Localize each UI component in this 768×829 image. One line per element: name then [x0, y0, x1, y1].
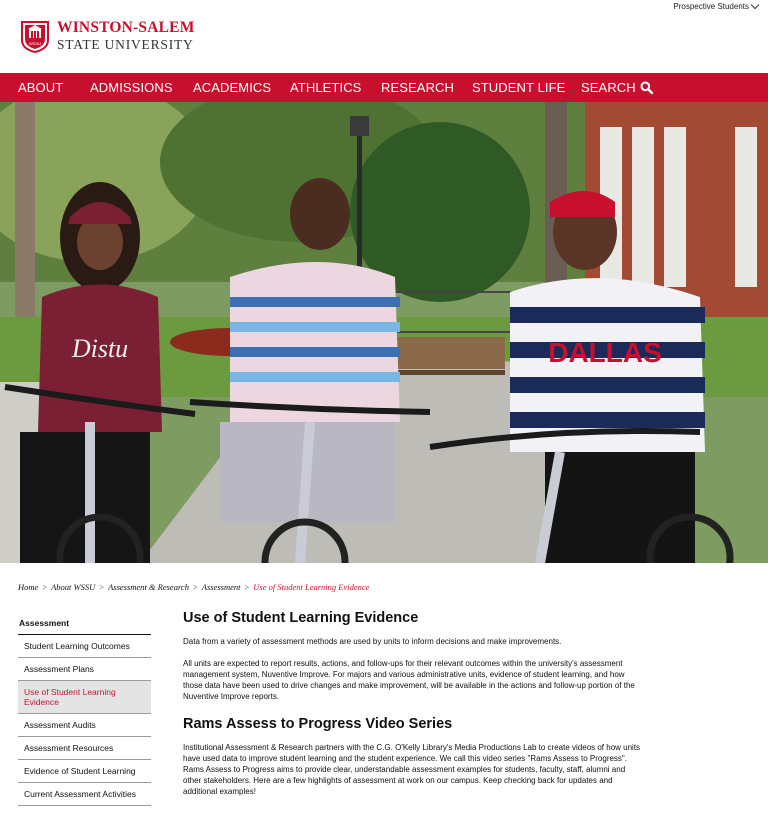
nav-admissions[interactable]: ADMISSIONS [90, 80, 173, 95]
hero-shirt-right-text: DALLAS [548, 337, 662, 368]
prospective-students-label: Prospective Students [673, 2, 749, 11]
logo-line-1: WINSTON-SALEM [57, 19, 195, 36]
sidebar-heading[interactable]: Assessment [18, 612, 151, 635]
breadcrumb-current: Use of Student Learning Evidence [253, 582, 370, 592]
breadcrumb-separator: > [99, 582, 105, 592]
nav-search[interactable] [581, 80, 653, 95]
main-content [183, 610, 643, 808]
hero-image [0, 102, 768, 563]
intro-paragraph: Data from a variety of assessment methods are used by units to inform decisions and make improvements. [183, 637, 562, 646]
university-seal-icon [20, 20, 50, 53]
breadcrumb-separator: > [192, 582, 198, 592]
sidebar-item-assessment-resources[interactable]: Assessment Resources [18, 737, 151, 760]
breadcrumb [18, 582, 369, 592]
hero-shirt-left-text: Distu [71, 334, 129, 363]
nav-research[interactable]: RESEARCH [381, 80, 455, 95]
search-label: SEARCH [581, 80, 636, 95]
breadcrumb-separator: > [42, 582, 48, 592]
reporting-paragraph: All units are expected to report results, actions, and follow-ups for their relevant outcomes within the university's assessment management system, Nuventive Improve. For majors and various administrative units, evidence of student learning, and how those data have been used to drive changes and make improvement, will be available in the actions and follow-up portion of the Nuventive Improve reports. [183, 659, 635, 701]
sidebar-item-assessment-plans[interactable]: Assessment Plans [18, 658, 151, 681]
breadcrumb-assessment-research[interactable]: Assessment & Research [108, 582, 189, 592]
page-title: Use of Student Learning Evidence [183, 610, 419, 626]
sidebar-item-student-learning-outcomes[interactable]: Student Learning Outcomes [18, 635, 151, 658]
nav-athletics[interactable]: ATHLETICS [290, 80, 362, 95]
nav-student-life[interactable]: STUDENT LIFE [472, 80, 566, 95]
section-title: Rams Assess to Progress Video Series [183, 716, 453, 732]
logo-line-2: STATE UNIVERSITY [57, 36, 194, 52]
prospective-students-link[interactable] [673, 2, 758, 11]
video-series-paragraph: Institutional Assessment & Research partners with the C.G. O'Kelly Library's Media Productions Lab to create videos of how units have used data to improve student learning and the student experience. We call this video series "Rams Assess to Progress". Rams Assess to Progress aims to provide clear, understandable assessment examples for students, faculty, staff, alumni and other stakeholders. Here are a few highlights of assessment at work on our campus. Keep checking back for updates and additional examples! [183, 743, 641, 796]
breadcrumb-assessment[interactable]: Assessment [201, 582, 241, 592]
chevron-down-icon [751, 1, 759, 9]
breadcrumb-separator: > [244, 582, 250, 592]
sidebar-nav [18, 612, 151, 806]
sidebar-item-use-of-student-learning-evidence[interactable]: Use of Student Learning Evidence [18, 681, 151, 714]
nav-academics[interactable]: ACADEMICS [193, 80, 272, 95]
sidebar-item-evidence-of-student-learning[interactable]: Evidence of Student Learning [18, 760, 151, 783]
breadcrumb-home[interactable]: Home [18, 582, 39, 592]
breadcrumb-about-wssu[interactable]: About WSSU [51, 582, 96, 592]
seal-text: WSSU [29, 41, 41, 46]
main-navigation [0, 73, 768, 102]
search-icon [640, 81, 653, 94]
sidebar-item-assessment-audits[interactable]: Assessment Audits [18, 714, 151, 737]
nav-about[interactable]: ABOUT [18, 80, 64, 95]
sidebar-item-current-assessment-activities[interactable]: Current Assessment Activities [18, 783, 151, 806]
university-logo[interactable] [20, 20, 195, 53]
